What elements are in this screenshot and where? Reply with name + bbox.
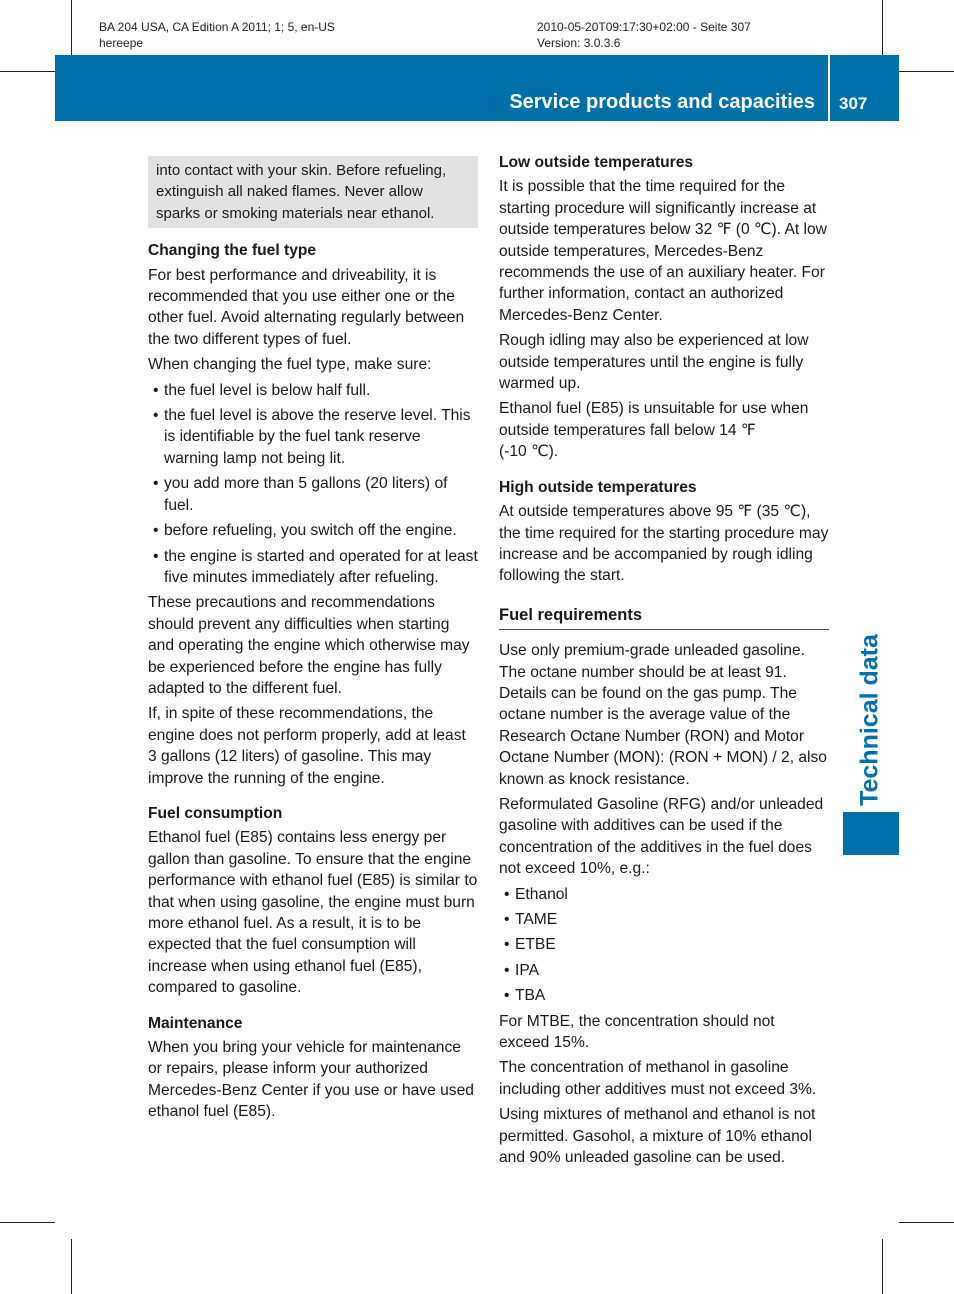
paragraph: These precautions and recommendations should prevent any difficulties when starting and operating the engine which otherwise may be experienced before the engine has fully adapted to the different fuel. — [148, 594, 470, 697]
bullet-icon: • — [153, 475, 159, 493]
bullet-icon: • — [504, 911, 510, 928]
paragraph-text: (-10 ℃). — [499, 443, 559, 461]
bullet-icon: • — [153, 522, 159, 540]
list-item — [499, 884, 829, 905]
crop-mark — [899, 1222, 954, 1223]
list-item-text: the fuel level is below half full. — [164, 381, 371, 399]
heading-fuel-requirements: Fuel requirements — [499, 605, 829, 630]
list-item — [499, 909, 829, 930]
additives-list — [499, 884, 829, 1007]
paragraph: At outside temperatures above 95 ℉ (35 ℃), the time required for the starting procedure may increase and be accompanied by rough idling following the start. — [499, 503, 829, 585]
list-item — [499, 985, 829, 1006]
paragraph: When changing the fuel type, make sure: — [148, 356, 432, 374]
list-item-text: ETBE — [515, 936, 556, 954]
heading-low-temperatures: Low outside temperatures — [499, 154, 694, 171]
bullet-icon: • — [504, 987, 510, 1005]
heading-maintenance: Maintenance — [148, 1014, 243, 1032]
paragraph: Use only premium-grade unleaded gasoline. The octane number should be at least 91. Details can be found on the gas pump. The octane number is the average value of the Research Octane Number (RON) and Motor Octane Number (MON): (RON + MON) / 2, also known as knock resistance. — [499, 642, 827, 788]
header-divider — [828, 55, 830, 121]
meta-line: BA 204 USA, CA Edition A 2011; 1; 5, en-US — [99, 20, 335, 34]
list-item-text: the fuel level is above the reserve level. This is identifiable by the fuel tank reserve warning lamp not being lit. — [164, 407, 471, 467]
paragraph: Using mixtures of methanol and ethanol is not permitted. Gasohol, a mixture of 10% ethanol and 90% unleaded gasoline can be used. — [499, 1106, 816, 1167]
left-column — [148, 156, 478, 1127]
bullet-icon: • — [504, 961, 510, 979]
bullet-icon: • — [504, 885, 510, 903]
list-item-text: Ethanol — [515, 885, 568, 903]
paragraph: For best performance and driveability, it is recommended that you use either one or the other fuel. Avoid alternating regularly between the two different types of fuel. — [148, 266, 465, 348]
meta-line: hereepe — [99, 36, 144, 50]
crop-mark — [0, 71, 55, 72]
crop-mark — [899, 71, 954, 72]
list-item-text: you add more than 5 gallons (20 liters) of fuel. — [164, 475, 448, 514]
list-item — [499, 960, 829, 981]
bullet-icon: • — [153, 407, 159, 425]
chapter-tab-label: Technical data — [855, 634, 884, 806]
crop-mark — [882, 1239, 883, 1294]
paragraph-text: Ethanol fuel (E85) is unsuitable for use when outside temperatures fall below 14 ℉ — [499, 400, 809, 439]
list-item-text: the engine is started and operated for at least five minutes immediately after refueling. — [164, 547, 478, 586]
list-item-text: IPA — [515, 961, 539, 979]
paragraph: Rough idling may also be experienced at low outside temperatures until the engine is fully warmed up. — [499, 332, 809, 393]
print-meta-right — [537, 19, 751, 51]
list-item-text: TAME — [515, 911, 558, 928]
paragraph — [499, 398, 829, 462]
paragraph: Reformulated Gasoline (RFG) and/or unleaded gasoline with additives can be used if the concentration of the additives in the fuel does not exceed 10%, e.g.: — [499, 795, 824, 878]
list-item-text: before refueling, you switch off the engine. — [164, 522, 457, 540]
chapter-tab — [840, 634, 900, 806]
bullet-icon: • — [153, 381, 159, 399]
crop-mark — [71, 0, 72, 55]
paragraph: It is possible that the time required for the starting procedure will significantly increase at outside temperatures below 32 ℉ (0 ℃). At low outside temperatures, Mercedes-Benz recommends the use of an auxiliary heater. For further information, contact an authorized Mercedes-Benz Center. — [499, 178, 827, 324]
section-title: Service products and capacities — [509, 91, 815, 113]
list-item — [148, 380, 478, 401]
heading-changing-fuel-type: Changing the fuel type — [148, 242, 317, 260]
crop-mark — [882, 0, 883, 55]
meta-line: 2010-05-20T09:17:30+02:00 - Seite 307 — [537, 20, 751, 34]
list-item — [148, 405, 478, 469]
print-meta-left — [99, 19, 335, 51]
page-number: 307 — [839, 94, 868, 113]
checklist — [148, 380, 478, 589]
heading-fuel-consumption: Fuel consumption — [148, 804, 283, 822]
warning-box: into contact with your skin. Before refueling, extinguish all naked flames. Never allow sparks or smoking materials near ethanol. — [148, 156, 478, 228]
crop-mark — [71, 1239, 72, 1294]
list-item-text: TBA — [515, 987, 546, 1005]
crop-mark — [0, 1222, 55, 1223]
list-item — [148, 520, 478, 541]
list-item — [499, 934, 829, 955]
paragraph: The concentration of methanol in gasoline including other additives must not exceed 3%. — [499, 1059, 817, 1098]
meta-line: Version: 3.0.3.6 — [537, 36, 621, 50]
paragraph: When you bring your vehicle for maintenance or repairs, please inform your authorized Mercedes-Benz Center if you use or have used ethanol fuel (E85). — [148, 1039, 474, 1121]
section-header — [55, 55, 899, 121]
list-item — [148, 473, 478, 516]
bullet-icon: • — [153, 547, 159, 565]
chapter-tab-marker — [843, 812, 899, 855]
right-column — [499, 152, 829, 1172]
bullet-icon: • — [504, 936, 510, 954]
paragraph: Ethanol fuel (E85) contains less energy per gallon than gasoline. To ensure that the engine performance with ethanol fuel (E85) is similar to that when using gasoline, the engine must burn more ethanol fuel. As a result, it is to be expected that the fuel consumption will increase when using ethanol fuel (E85), compared to gasoline. — [148, 829, 478, 997]
paragraph: If, in spite of these recommendations, the engine does not perform properly, add at least 3 gallons (12 liters) of gasoline. This may improve the running of the engine. — [148, 705, 466, 787]
list-item — [148, 546, 478, 589]
heading-high-temperatures: High outside temperatures — [499, 478, 697, 496]
paragraph: For MTBE, the concentration should not exceed 15%. — [499, 1012, 775, 1052]
